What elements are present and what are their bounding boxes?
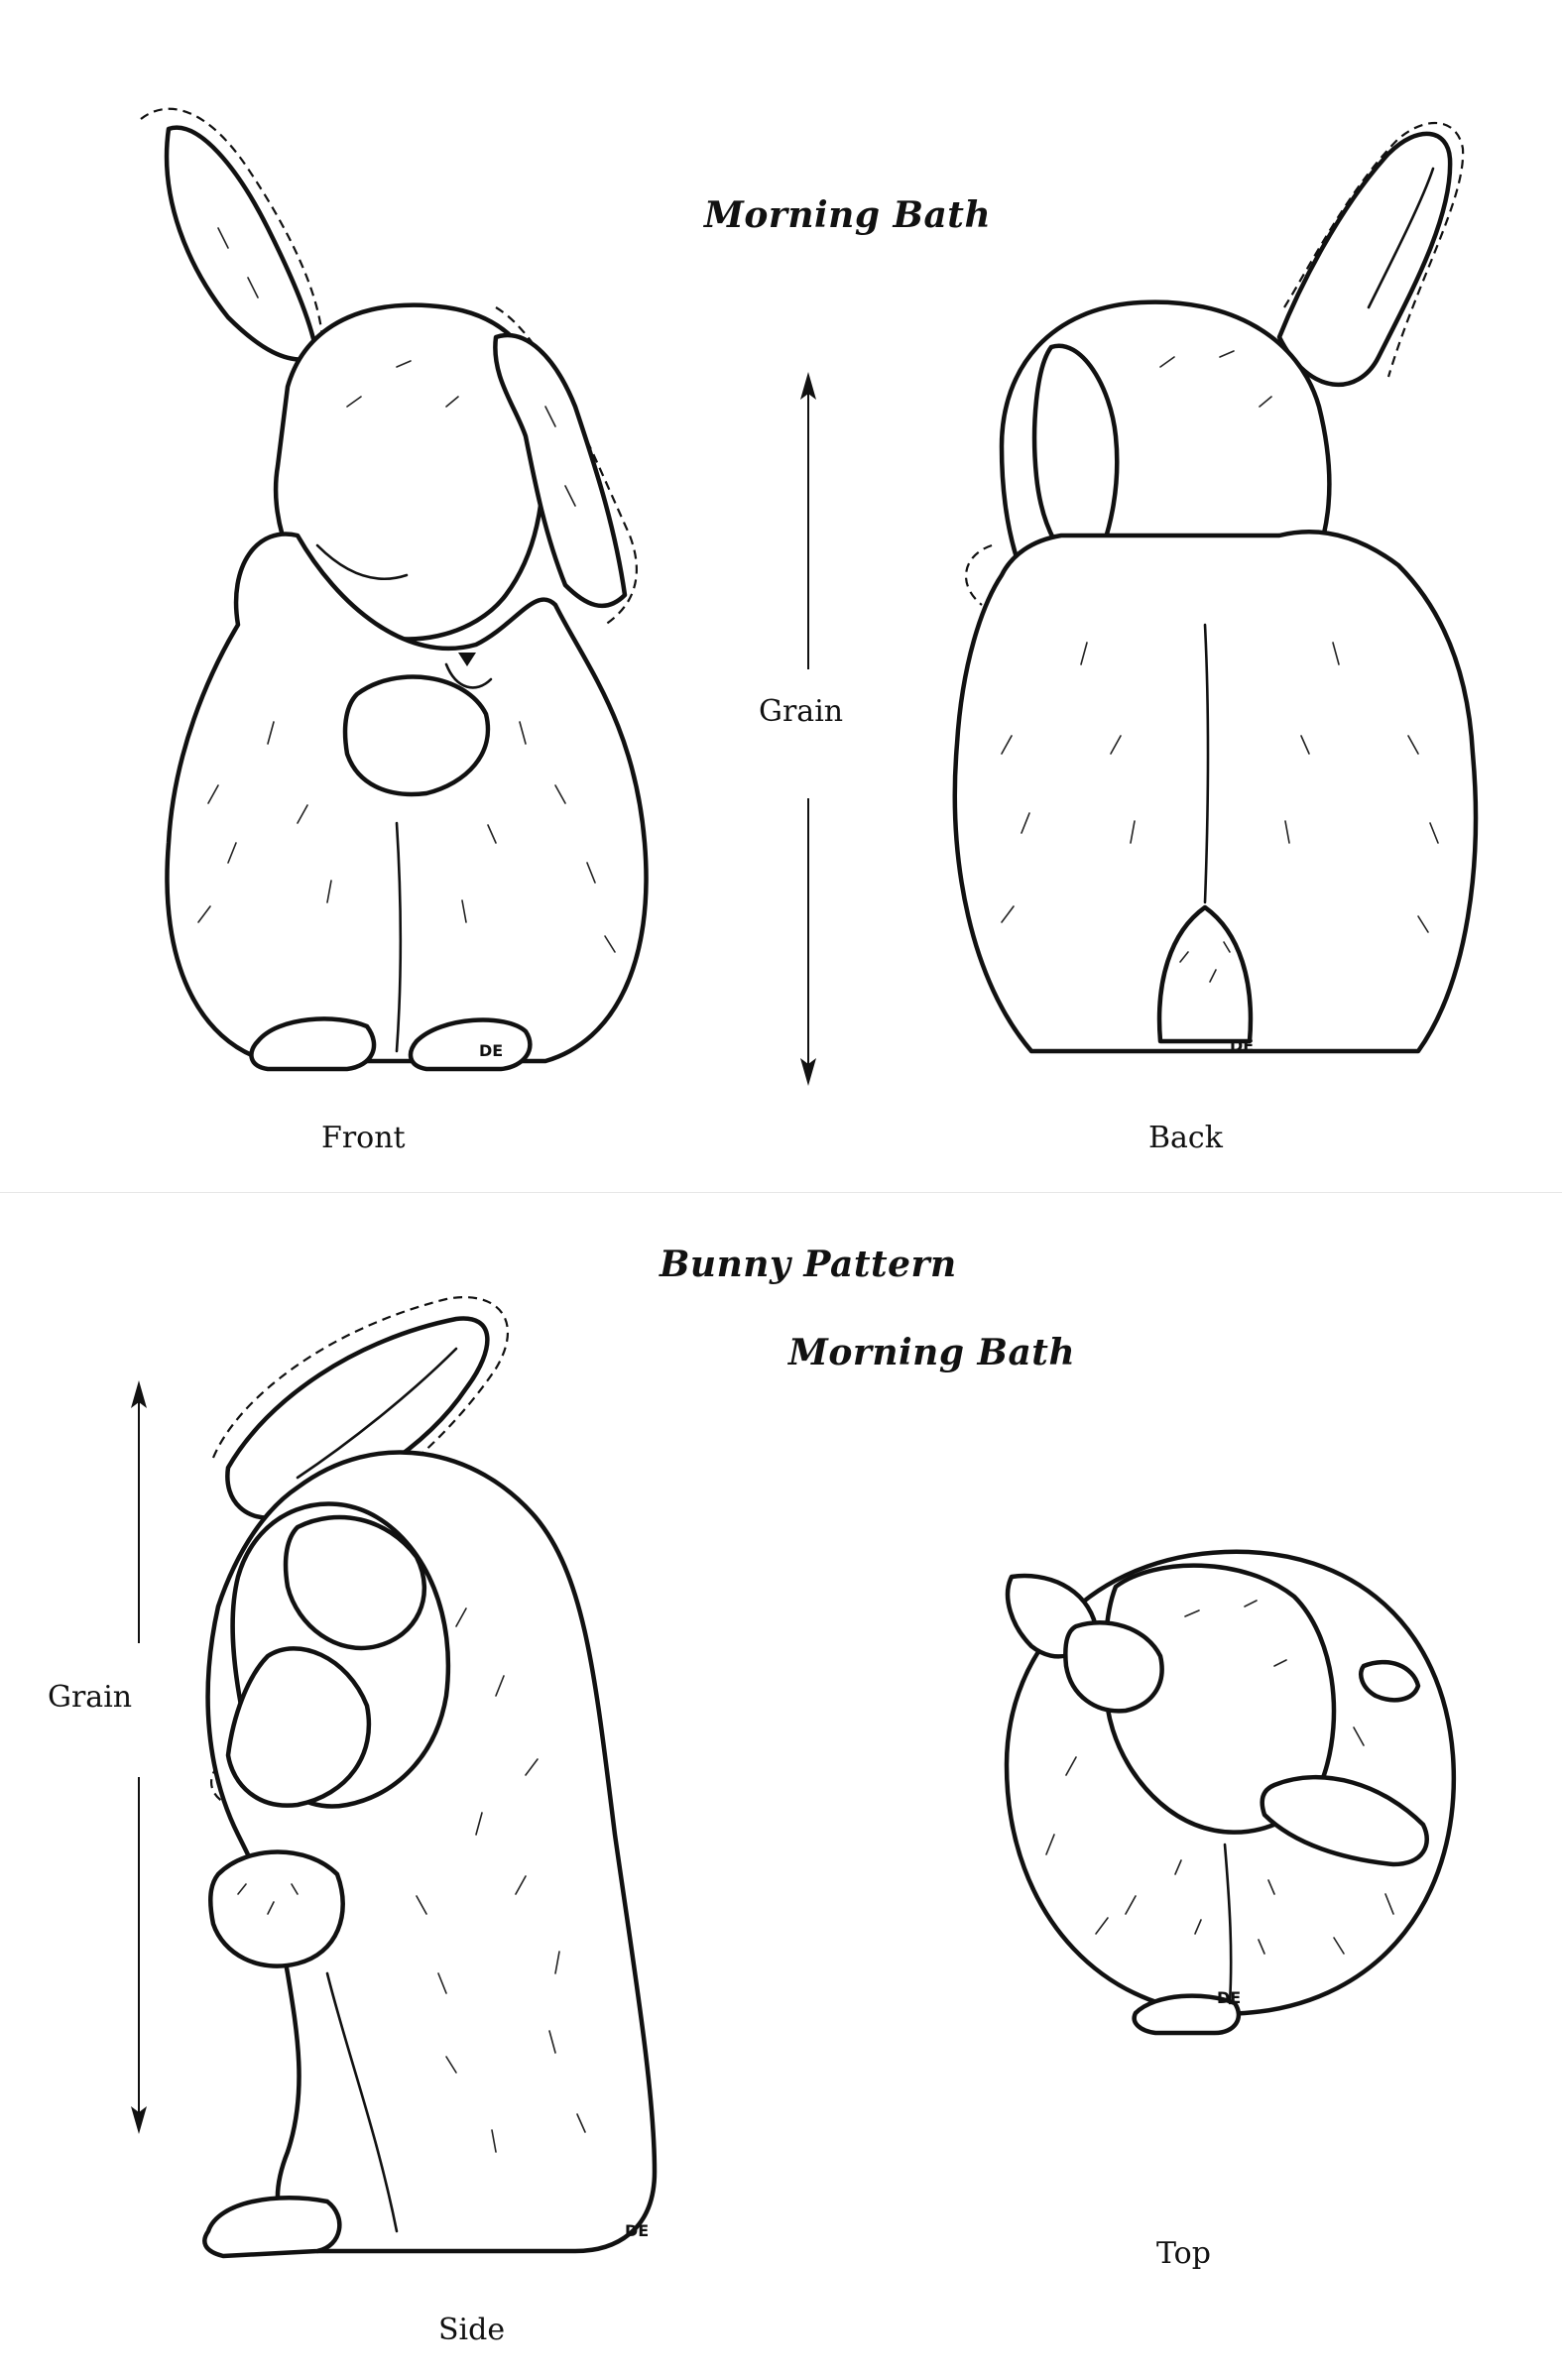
front-view-drawing	[149, 109, 664, 1091]
section-divider	[0, 1192, 1562, 1193]
top-label: Top	[1156, 2236, 1211, 2271]
side-label: Side	[438, 2313, 506, 2347]
side-artist-initials: DE	[625, 2221, 650, 2240]
back-label: Back	[1148, 1121, 1223, 1155]
front-label: Front	[321, 1121, 406, 1155]
back-artist-initials: DE	[1230, 1036, 1255, 1055]
grain-arrow-top	[788, 372, 828, 1086]
back-view-drawing	[942, 109, 1488, 1091]
grain-label-top: Grain	[759, 694, 844, 729]
side-view-drawing	[198, 1279, 714, 2271]
top-artist-initials: DE	[1217, 1988, 1242, 2007]
bottom-title: Morning Bath	[788, 1332, 1076, 1373]
grain-arrow-bottom	[119, 1380, 159, 2134]
front-artist-initials: DE	[479, 1041, 504, 1060]
top-view-drawing	[947, 1517, 1502, 2082]
bottom-heading: Bunny Pattern	[660, 1244, 957, 1285]
grain-label-bottom: Grain	[48, 1680, 133, 1715]
top-title: Morning Bath	[704, 194, 992, 236]
